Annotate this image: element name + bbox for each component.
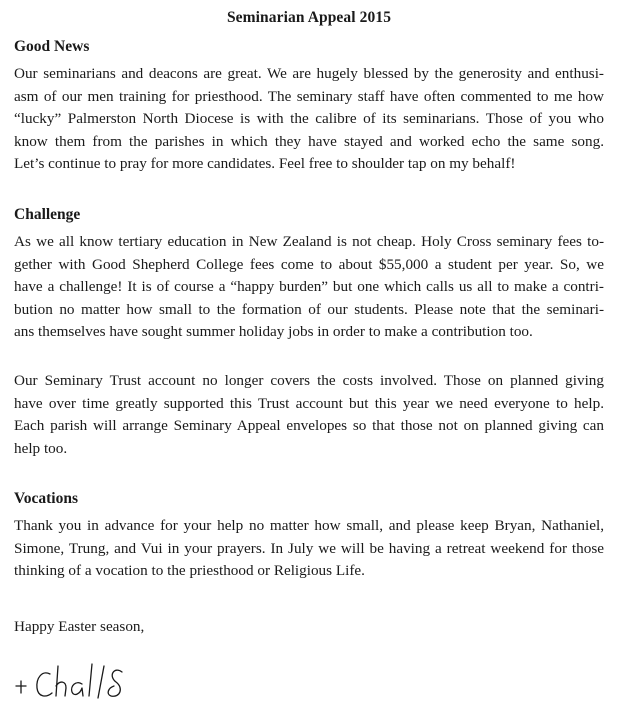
paragraph-line: Thank you in advance for your help no matter how small, and please keep Bryan, Nathaniel, — [14, 517, 604, 534]
paragraph-line: Our seminarians and deacons are great. We are hugely blessed by the generosity and enthusi- — [14, 65, 604, 82]
paragraph-line: gether with Good Shepherd College fees come to about $55,000 a student per year. So, we — [14, 255, 604, 273]
paragraph-line: Each parish will arrange Seminary Appeal envelopes so that those not on planned giving can — [14, 417, 604, 435]
paragraph-seminary-trust — [14, 370, 604, 460]
paragraph-line: Our Seminary Trust account no longer covers the costs involved. Those on planned giving — [14, 372, 604, 389]
paragraph-line: “lucky” Palmerston North Diocese is with the calibre of its seminarians. Those of you who — [14, 110, 604, 128]
paragraph-line: As we all know tertiary education in New Zealand is not cheap. Holy Cross seminary fees to- — [14, 233, 604, 250]
paragraph-line: thinking of a vocation to the priesthood or Religious Life. — [14, 562, 365, 580]
paragraph-line: have over time greatly supported this Trust account but this year we need everyone to help. — [14, 394, 604, 412]
paragraph-line: Let’s continue to pray for more candidates. Feel free to shoulder tap on my behalf! — [14, 155, 516, 173]
paragraph-vocations — [14, 515, 604, 583]
section-heading-vocations: Vocations — [14, 490, 79, 507]
section-heading-good-news: Good News — [14, 38, 90, 55]
paragraph-challenge — [14, 231, 604, 344]
section-heading-challenge: Challenge — [14, 206, 81, 223]
closing-salutation: Happy Easter season, — [14, 618, 145, 635]
paragraph-line: bution no matter how small to the formation of our students. Please note that the seminari- — [14, 300, 604, 318]
paragraph-line: asm of our men training for priesthood. The seminary staff have often commented to me how — [14, 87, 604, 105]
paragraph-line: ans themselves have sought summer holiday jobs in order to make a contribution too. — [14, 323, 533, 341]
document-title: Seminarian Appeal 2015 — [226, 9, 392, 26]
paragraph-line: know them from the parishes in which they have stayed and worked echo the same song. — [14, 132, 604, 150]
paragraph-line: help too. — [14, 439, 68, 457]
paragraph-good-news — [14, 63, 604, 176]
paragraph-line: have a challenge! It is of course a “happy burden” but one which calls us all to make a contri- — [14, 278, 604, 296]
handwritten-signature — [10, 656, 150, 708]
paragraph-line: Simone, Trung, and Vui in your prayers. In July we will be having a retreat weekend for those — [14, 539, 604, 557]
